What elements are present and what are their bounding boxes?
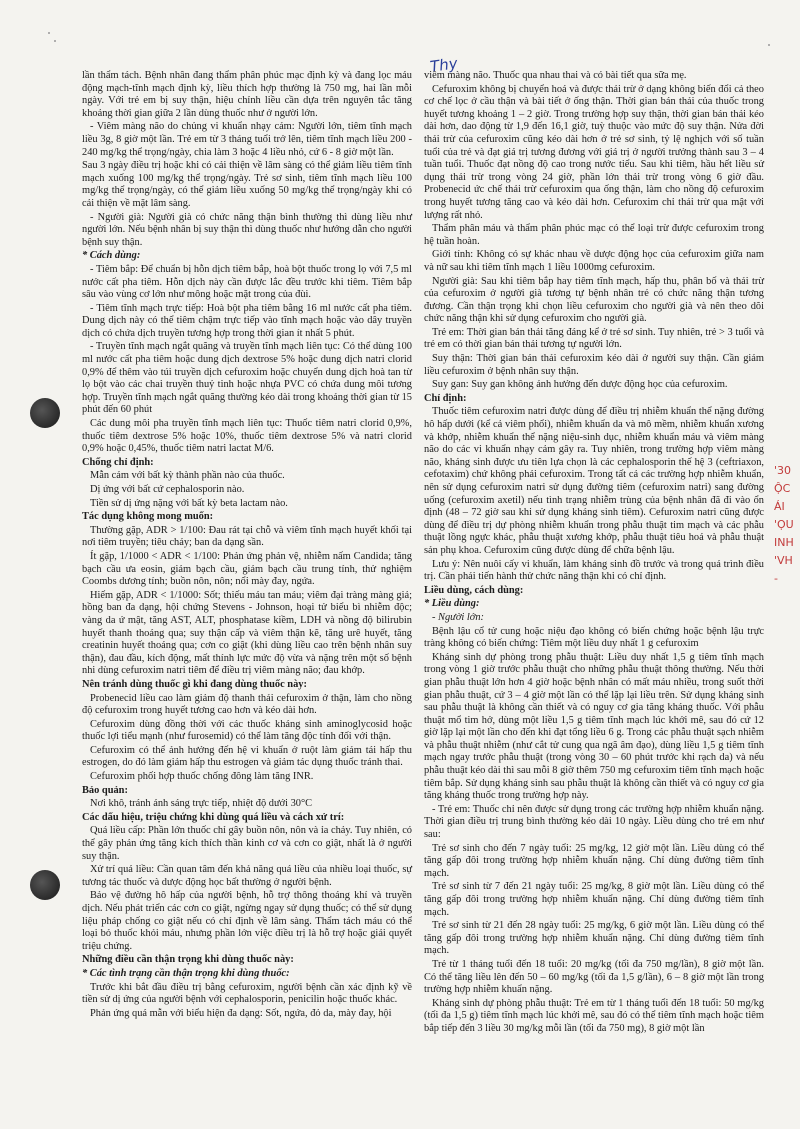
left-paragraph: Phản ứng quá mẫn với biểu hiện đa dạng: Sốt, ngứa, đỏ da, mày đay, hội [90,1007,392,1019]
paper-speck [48,32,50,34]
right-paragraph: Thuốc tiêm cefuroxim natri được dùng để điều trị nhiễm khuẩn thể nặng đường hô hấp dưới (kể cả viêm phổi), nhiễm khuẩn da và mô mềm, nhiễm khuẩn xương và khớp, nhiễm khuẩn thể nặng niệu-sinh dục, nhiễm khuẩn máu và viêm màng não do các vi khuẩn nhạy cảm gây ra. Tuy nhiên, trong trường hợp viêm màng não, kháng sinh được ưu tiên lựa chọn là các cephalosporin thế hệ 3 (ceftriaxon, cefotaxim) chứ không phải cefuroxim. Trong tất cả các trường hợp nhiễm khuẩn, nên sử dụng cefuroxim natri sử dụng đường tiêm (cefuroxim natri) sang đường uống (cefuroxim axetil) nếu tình trạng nhiễm trùng của bệnh nhân đã đi vào ổn định (48 – 72 giờ sau khi sử dụng kháng sinh tiêm). Cefuroxim natri cũng được dùng để điều trị dự phòng nhiễm khuẩn trong phẫu thuật tim mạch và các phẫu thuật lồng ngực khác, phẫu thuật xương khớp, phẫu thuật tiêu hoá và phẫu thuật sản phụ khoa. Cefuroxim cũng được dùng để chữa bệnh lậu. [424,406,764,556]
left-paragraph: Nên tránh dùng thuốc gì khi đang dùng thuốc này: [82,678,307,690]
right-paragraph: Trẻ sơ sinh từ 7 đến 21 ngày tuổi: 25 mg/kg, 8 giờ một lần. Liều dùng có thể tăng gấp đôi trong trường hợp nhiễm khuẩn nặng. Chỉ dùng đường tiêm tĩnh mạch. [424,881,764,918]
right-paragraph: - Trẻ em: Thuốc chỉ nên được sử dụng trong các trường hợp nhiễm khuẩn nặng. Thời gian điều trị trung bình thường kéo dài 10 ngày. Liều dùng cho trẻ em như sau: [424,803,764,841]
left-paragraph: - Tiêm tĩnh mạch trực tiếp: Hoà bột pha tiêm bằng 16 ml nước cất pha tiêm. Dung dịch này có thể tiêm chậm trực tiếp vào tĩnh mạch hoặc vào dây truyền dịch có chứa dịch truyền tương hợp trong thời gian ít nhất 5 phút. [82,302,412,339]
left-paragraph: Quá liều cấp: Phần lớn thuốc chỉ gây buồn nôn, nôn và ỉa chảy. Tuy nhiên, có thể gây phản ứng tăng kích thích thần kinh cơ và cơn co giật, nhất là ở người suy thận. [82,825,412,862]
left-paragraph: Xử trí quá liều: Cần quan tâm đến khả năng quá liều của nhiều loại thuốc, sự tương tác thuốc và dược động học bất thường ở người bệnh. [82,864,412,888]
left-column [82,70,412,1021]
punch-hole-top [30,398,60,428]
punch-hole-bottom [30,870,60,900]
left-paragraph: Ít gặp, 1/1000 < ADR < 1/100: Phản ứng phản vệ, nhiễm nấm Candida; tăng bạch cầu ưa eosin, giảm bạch cầu, giảm bạch cầu trung tính, thử nghiệm Coombs dương tính; buồn nôn, nôn; nổi mày đay, ngứa. [82,550,412,588]
right-paragraph: Bệnh lậu cổ tử cung hoặc niệu đạo không có biến chứng hoặc bệnh lậu trực tràng không có biến chứng: Tiêm một liều duy nhất 1 g cefuroxim [424,625,764,650]
left-paragraph: Bảo vệ đường hô hấp của người bệnh, hỗ trợ thông thoáng khí và truyền dịch. Nếu phát triển các cơn co giật, ngừng ngay sử dụng thuốc; có thể sử dụng liệu pháp chống co giật nếu có chỉ định về lâm sàng. Thẩm tách máu có thể loại bỏ thuốc khỏi máu, nhưng phần lớn việc điều trị là hỗ trợ hoặc giải quyết triệu chứng. [82,890,412,952]
right-paragraph: Kháng sinh dự phòng phẫu thuật: Trẻ em từ 1 tháng tuổi đến 18 tuổi: 50 mg/kg (tối đa 1,5 g) tiêm tĩnh mạch lúc khởi mê, sau đó có thể tiêm tĩnh mạch hoặc tiêm bắp tiếp đến 3 liều 30 mg/kg mỗi lần (tối đa 750 mg), 8 giờ một lần [424,997,764,1034]
right-paragraph: Trẻ em: Thời gian bán thải tăng đáng kể ở trẻ sơ sinh. Tuy nhiên, trẻ > 3 tuổi và trẻ em có thời gian bán thải tương tự người lớn. [424,326,764,351]
margin-stamp-text: '30 [774,464,792,477]
left-paragraph: Cefuroxim phối hợp thuốc chống đông làm tăng INR. [90,771,314,783]
right-column [424,70,764,1037]
left-paragraph: Probenecid liều cao làm giảm độ thanh thải cefuroxim ở thận, làm cho nồng độ cefuroxim trong huyết tương cao hơn và kéo dài hơn. [82,692,412,717]
left-paragraph: Chống chỉ định: [82,456,154,468]
left-paragraph: Bảo quản: [82,784,128,796]
left-paragraph: - Tiêm bắp: Để chuẩn bị hỗn dịch tiêm bắp, hoà bột thuốc trong lọ với 7,5 ml nước cất pha tiêm. Hỗn dịch này cần được lắc đều trước khi tiêm. Tiêm bắp sâu vào vùng cơ lớn như mông hoặc mặt trong của đùi. [82,263,412,301]
left-paragraph: Hiếm gặp, ADR < 1/1000: Sốt; thiếu máu tan máu; viêm đại tràng màng giả; hồng ban đa dạng, hội chứng Stevens - Johnson, hoại tử biểu bì nhiễm độc; vàng da ứ mật, tăng AST, ALT, phosphatase kiềm, LDH và nồng độ bilirubin huyết thanh thoáng qua; suy thận cấp và viêm thận kẽ, tăng urê huyết, tăng creatinin huyết thoáng qua; cơn co giật (khi dùng liều cao trên bệnh nhân suy thận), đau đầu, kích động, mất thính lực mức độ vừa và nặng trên một số bệnh nhi dùng cefuroxim natri tiêm để điều trị viêm màng não; đau khớp. [82,589,412,677]
right-paragraph: Thẩm phân máu và thẩm phân phúc mạc có thể loại trừ được cefuroxim trong hệ tuần hoàn. [424,223,764,247]
left-paragraph: * Các tình trạng cần thận trọng khi dùng thuốc: [82,967,290,979]
paper-speck [54,40,56,42]
left-paragraph: lần thẩm tách. Bệnh nhân đang thẩm phân phúc mạc định kỳ và đang lọc máu động mạch-tĩnh mạch định kỳ, liều thích hợp thường là 750 mg, hai lần mỗi ngày. Với trẻ em bị suy thận, hiệu chỉnh liều cần dựa trên nguyên tắc tăng khoảng thời gian giữa 2 lần dùng thuốc như ở người lớn. [82,70,412,119]
right-paragraph: Trẻ sơ sinh cho đến 7 ngày tuổi: 25 mg/kg, 12 giờ một lần. Liều dùng có thể tăng gấp đôi trong trường hợp nhiễm khuẩn nặng. Chỉ dùng đường tiêm tĩnh mạch. [424,842,764,879]
right-paragraph: * Liều dùng: [424,598,480,610]
right-paragraph: viêm màng não. Thuốc qua nhau thai và có bài tiết qua sữa mẹ. [424,70,687,81]
left-paragraph: - Người già: Người già có chức năng thận bình thường thì dùng liều như người lớn. Nếu bệnh nhân bị suy thận thì dùng thuốc như hướng dẫn cho người bệnh suy thận. [82,211,412,248]
margin-stamp-fragment [774,462,800,702]
left-paragraph: Các dấu hiệu, triệu chứng khi dùng quá liều và cách xử trí: [82,811,345,823]
margin-stamp-text: ÁI [774,500,785,513]
left-paragraph: Nơi khô, tránh ánh sáng trực tiếp, nhiệt độ dưới 30°C [90,798,313,810]
left-paragraph: - Truyền tĩnh mạch ngắt quãng và truyền tĩnh mạch liên tục: Có thể dùng 100 ml nước cất pha tiêm hoặc dung dịch dextrose 5% hoặc dung dịch natri clorid 0,9% để thêm vào túi truyền dịch cefuroxim hoặc chuyển dung dịch hoà tan từ lọ bột vào các chai truyền thuỷ tinh hoặc nhựa PVC có chứa dung môi tương hợp. Truyền tĩnh mạch ngắt quãng thường kéo dài trong khoảng thời gian từ 15 phút đến 60 phút [82,341,412,416]
right-paragraph: Suy thận: Thời gian bán thải cefuroxim kéo dài ở người suy thận. Cần giảm liều cefuroxim ở bệnh nhân suy thận. [424,353,764,377]
left-paragraph: Trước khi bắt đầu điều trị bằng cefuroxim, người bệnh cần xác định kỹ về tiền sử dị ứng của người bệnh với cephalosporin, penicilin hoặc thuốc khác. [82,981,412,1006]
left-paragraph: Tiền sử dị ứng nặng với bất kỳ beta lactam nào. [90,497,288,509]
right-paragraph: Trẻ sơ sinh từ 21 đến 28 ngày tuổi: 25 mg/kg, 6 giờ một lần. Liều dùng có thể tăng gấp đôi trong trường hợp nhiễm khuẩn nặng. Chỉ dùng đường tiêm tĩnh mạch. [424,920,764,957]
left-paragraph: Tác dụng không mong muốn: [82,511,214,523]
margin-stamp-text: 'VH - [774,554,793,585]
right-paragraph: Cefuroxim không bị chuyển hoá và được thải trừ ở dạng không biến đổi cả theo cơ chế lọc ở cầu thận và bài tiết ở ống thận. Thời gian bán thải của thuốc trong huyết tương khoảng 1 – 2 giờ. Trong trường hợp suy thận, thời gian bán thải kéo dài hơn, dao động từ 1,9 đến 16,1 giờ, tuỳ thuộc vào mức độ suy thận. Nửa đời thải trừ của cefuroxim cũng kéo dài hơn ở trẻ sơ sinh, tỷ lệ nghịch với số tuần tuổi của trẻ và đạt giá trị tương đương với giá trị ở người trưởng thành sau 3 – 4 tuần tuổi. Thuốc đạt nồng độ cao trong nước tiểu. Sau khi tiêm, hầu hết liều sử dụng thải trừ trong vòng 24 giờ, phần lớn thải trừ trong vòng 6 giờ đầu. Probenecid ức chế thải trừ cefuroxim qua ống thận, làm cho nồng độ cefuroxim trong huyết tương tăng cao và kéo dài hơn. Cefuroxim chỉ thải trừ qua mật với lượng rất nhỏ. [424,83,764,221]
right-paragraph: Chỉ định: [424,392,467,404]
handwritten-note: Thy [428,54,459,76]
margin-stamp-text: 'ỌU [774,518,794,531]
margin-stamp-text: INH [774,536,794,549]
left-paragraph: Những điều cần thận trọng khi dùng thuốc này: [82,954,294,966]
right-paragraph: Lưu ý: Nên nuôi cấy vi khuẩn, làm kháng sinh đồ trước và trong quá trình điều trị. Cần phải tiến hành thử chức năng thận khi có chỉ định. [424,558,764,583]
left-paragraph: Các dung môi pha truyền tĩnh mạch liên tục: Thuốc tiêm natri clorid 0,9%, thuốc tiêm dextrose 5% hoặc 10%, thuốc tiêm dextrose 5% và natri clorid 0,9% hoặc 0,45%, thuốc tiêm natri lactat M/6. [82,418,412,455]
left-paragraph: Thường gặp, ADR > 1/100: Đau rát tại chỗ và viêm tĩnh mạch huyết khối tại nơi tiêm truyền; tiêu chảy; ban da dạng sần. [82,524,412,549]
right-paragraph: - Người lớn: [432,611,484,623]
paper-speck [768,44,770,46]
right-paragraph: Liều dùng, cách dùng: [424,584,524,596]
left-paragraph: * Cách dùng: [82,250,141,262]
right-paragraph: Người già: Sau khi tiêm bắp hay tiêm tĩnh mạch, hấp thu, phân bố và thải trừ của cefuroxim ở người già tương tự bệnh nhân trẻ có chức năng thận tương đương. Cần thận trọng khi chọn liều cefuroxim cho người già và nên theo dõi chức năng thận khi sử dụng cefuroxim cho người già. [424,275,764,325]
left-paragraph: Cefuroxim dùng đồng thời với các thuốc kháng sinh aminoglycosid hoặc thuốc lợi tiểu mạnh (như furosemid) có thể làm tăng độc tính đối với thận. [82,718,412,743]
right-paragraph: Giới tính: Không có sự khác nhau về dược động học của cefuroxim giữa nam và nữ sau khi tiêm tĩnh mạch 1 liều 1000mg cefuroxim. [424,249,764,273]
right-paragraph: Suy gan: Suy gan không ảnh hưởng đến dược động học của cefuroxim. [432,379,728,391]
margin-stamp-text: ỘC [774,482,791,495]
right-paragraph: Trẻ từ 1 tháng tuổi đến 18 tuổi: 20 mg/kg (tối đa 750 mg/lần), 8 giờ một lần. Có thể tăng liều lên đến 50 – 60 mg/kg (tối đa 1,5 g/lần), 6 – 8 giờ một lần trong trường hợp nhiễm khuẩn nặng. [424,958,764,996]
right-paragraph: Kháng sinh dự phòng trong phẫu thuật: Liều duy nhất 1,5 g tiêm tĩnh mạch trong vòng 1 giờ trước phẫu thuật cho những phẫu thuật thông thường. Nếu thời gian phẫu thuật lớn hơn 4 giờ hoặc bệnh nhân có mất máu nhiều, trong suốt thời gian phẫu thuật, cứ 3 – 4 giờ một lần có thể lặp lại liều trên. Sử dụng kháng sinh sau phẫu thuật là không cần thiết và có nguy cơ gia tăng kháng thuốc. Với phẫu thuật mổ tim hở, dùng một liều 1,5 g tiêm tĩnh mạch lúc khởi mê, sau đó cứ 12 giờ lặp lại một lần cho đến khi đạt tổng liều 6 g. Trong các phẫu thuật sạch nhiễm và phẫu thuật nhiễm (như cắt tử cung qua ngã âm đạo), dùng liều 1,5 g tiêm tĩnh mạch ngay trước phẫu thuật (trong vòng 30 – 60 phút trước khi rạch da) và nếu phẫu thuật kéo dài thì sau mỗi 8 giờ thêm 750 mg cefuroxim tiêm tĩnh mạch hoặc tiêm bắp. Sử dụng kháng sinh sau phẫu thuật là không cần thiết và có nguy cơ gia tăng kháng thuốc trong trường hợp này. [424,651,764,802]
left-paragraph: Cefuroxim có thể ảnh hưởng đến hệ vi khuẩn ở ruột làm giảm tái hấp thu estrogen, do đó làm giảm hấp thu estrogen và giảm tác dụng thuốc tránh thai. [82,744,412,769]
left-paragraph: Dị ứng với bất cứ cephalosporin nào. [90,484,245,495]
left-paragraph: Sau 3 ngày điều trị hoặc khi có cải thiện về lâm sàng có thể giảm liều tiêm tĩnh mạch xuống 100 mg/kg thể trọng/ngày. Trẻ sơ sinh, tiêm tĩnh mạch liều 100 mg/kg thể trọng/ngày, có thể giảm liều xuống 50 mg/kg thể trọng/ngày khi có cải thiện về mặt lâm sàng. [82,160,412,209]
left-paragraph: Mẫn cảm với bất kỳ thành phần nào của thuốc. [90,470,285,482]
left-paragraph: - Viêm màng não do chủng vi khuẩn nhạy cảm: Người lớn, tiêm tĩnh mạch liều 3g, 8 giờ một lần. Trẻ em từ 3 tháng tuổi trở lên, tiêm tĩnh mạch liều 200 - 240 mg/kg thể trọng/ngày, chia làm 3 hoặc 4 liều nhỏ, cứ 6 - 8 giờ một lần. [82,121,412,158]
